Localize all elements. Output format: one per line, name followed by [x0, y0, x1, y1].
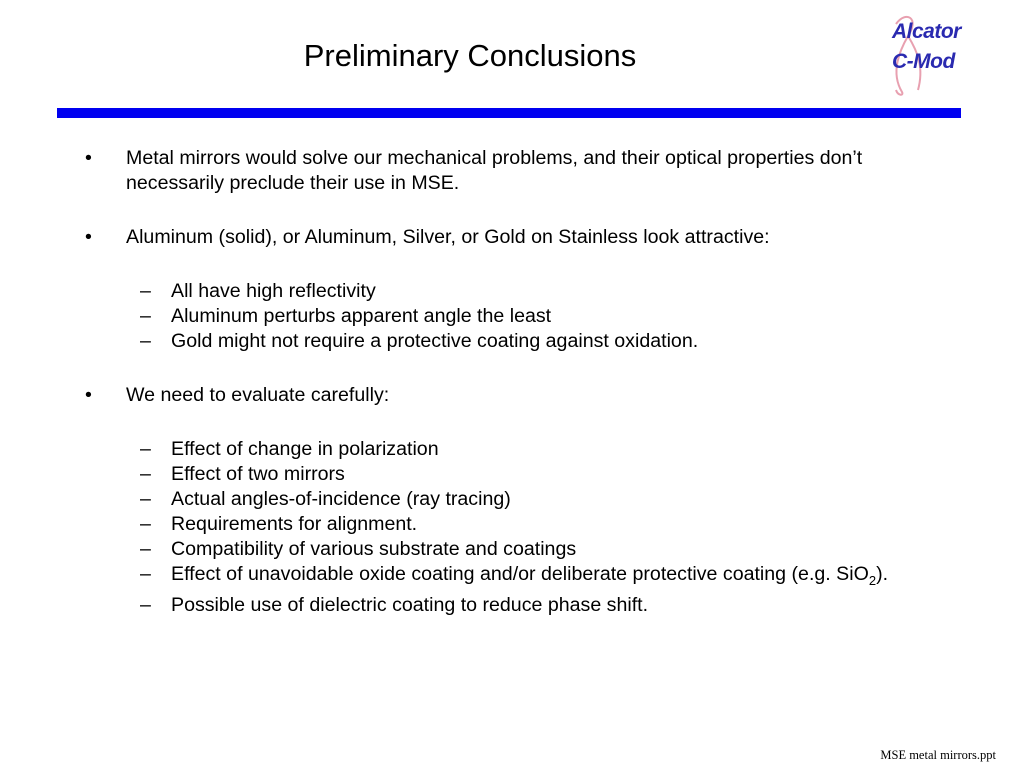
bullet-marker: • [85, 384, 92, 406]
dash-marker: – [140, 513, 151, 535]
dash-marker: – [140, 330, 151, 352]
bullet-text: Metal mirrors would solve our mechanical problems, and their optical properties don’t necessarily preclude their use in MSE. [126, 147, 863, 194]
bullet-marker: • [85, 147, 92, 169]
sub-bullet-item [85, 279, 965, 304]
sub-bullet-item [85, 304, 965, 329]
sub-bullet-text: Aluminum perturbs apparent angle the least [171, 305, 552, 327]
sub-bullet-item [85, 537, 965, 562]
sub-bullet-text: Actual angles-of-incidence (ray tracing) [171, 488, 511, 510]
sub-bullet-item [85, 487, 965, 512]
alcator-cmod-logo [878, 12, 973, 98]
dash-marker: – [140, 538, 151, 560]
bullet-text: We need to evaluate carefully: [126, 384, 390, 406]
sub-bullet-item [85, 437, 965, 462]
bullet-text: Aluminum (solid), or Aluminum, Silver, or Gold on Stainless look attractive: [126, 226, 770, 248]
subscript-2: 2 [868, 572, 877, 588]
dash-marker: – [140, 488, 151, 510]
dash-marker: – [140, 463, 151, 485]
sub-bullet-item [85, 593, 965, 618]
sub-bullet-text: Compatibility of various substrate and coatings [171, 538, 577, 560]
sub-bullet-text [171, 563, 889, 588]
bullet-marker: • [85, 226, 92, 248]
sub-bullet-text: Possible use of dielectric coating to reduce phase shift. [171, 593, 649, 616]
sub-bullet-text-tail: ). [876, 563, 889, 585]
slide-body [85, 146, 965, 618]
sub-bullet-item [85, 329, 965, 354]
dash-marker: – [140, 563, 151, 585]
dash-marker: – [140, 438, 151, 460]
sub-bullet-text: Effect of change in polarization [171, 438, 439, 460]
sub-bullet-text-main: Effect of unavoidable oxide coating and/or deliberate protective coating (e.g. SiO [171, 563, 869, 585]
sub-bullet-item [85, 462, 965, 487]
footer-filename: MSE metal mirrors.ppt [880, 748, 996, 762]
logo-line-2: C-Mod [892, 50, 955, 73]
dash-marker: – [140, 593, 151, 616]
bullet-item [85, 383, 965, 408]
sub-bullet-text: Gold might not require a protective coating against oxidation. [171, 330, 699, 352]
dash-marker: – [140, 305, 151, 327]
page-title: Preliminary Conclusions [303, 38, 637, 73]
title-rule [57, 108, 961, 118]
sub-bullet-item [85, 512, 965, 537]
bullet-item [85, 146, 965, 196]
dash-marker: – [140, 280, 151, 302]
logo-line-1: Alcator [892, 20, 961, 43]
bullet-item [85, 225, 965, 250]
sub-bullet-text: Effect of two mirrors [171, 463, 345, 485]
sub-bullet-text: Requirements for alignment. [171, 513, 418, 535]
sub-bullet-item [85, 562, 965, 593]
sub-bullet-text: All have high reflectivity [171, 280, 376, 302]
